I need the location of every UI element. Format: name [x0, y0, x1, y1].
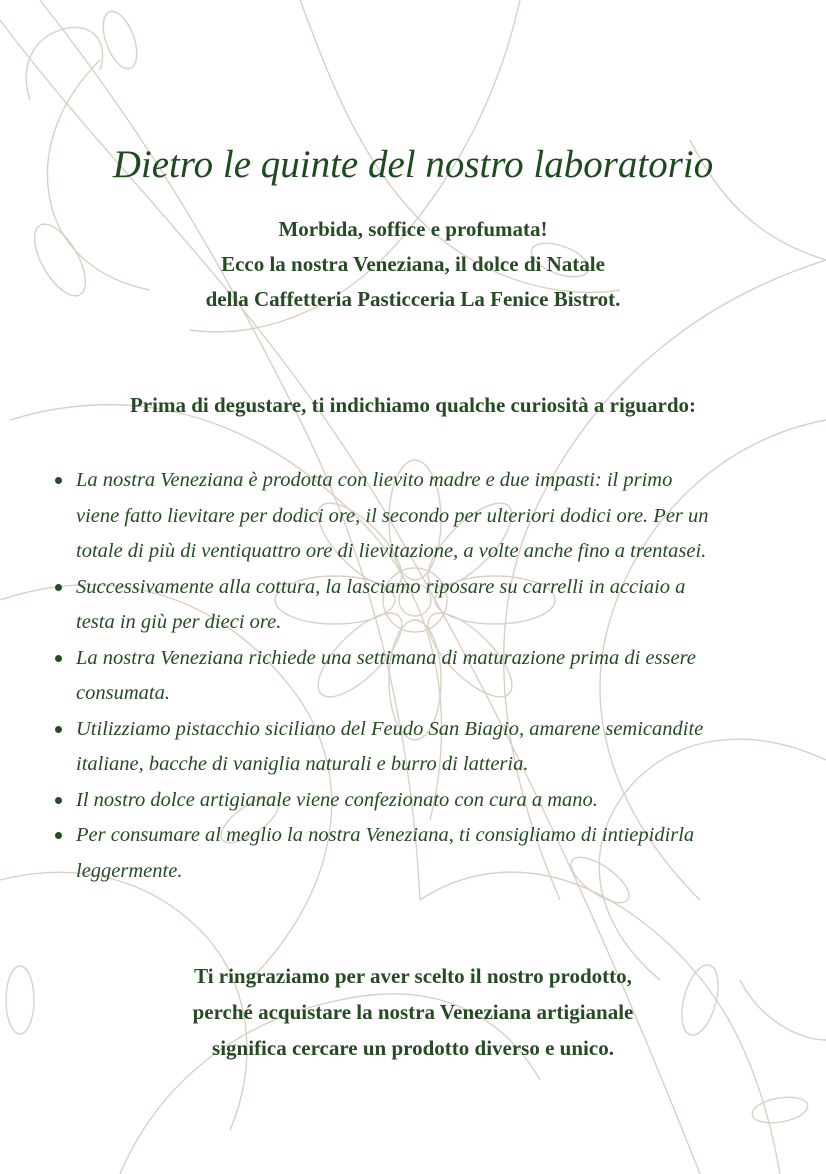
list-item	[52, 570, 802, 641]
list-item-line: Utilizziamo pistacchio siciliano del Feudo San Biagio, amarene semicandite	[76, 717, 704, 740]
list-item-line: Il nostro dolce artigianale viene confezionato con cura a mano.	[76, 788, 598, 811]
list-item-line: viene fatto lievitare per dodici ore, il secondo per ulteriori dodici ore. Per un	[76, 504, 709, 527]
list-item	[52, 641, 802, 712]
bullet-dot-icon	[55, 726, 62, 733]
list-item-line: Successivamente alla cottura, la lasciamo riposare su carrelli in acciaio a	[76, 575, 686, 598]
intro-block	[0, 212, 826, 317]
list-item-line: italiane, bacche di vaniglia naturali e burro di latteria.	[76, 753, 529, 775]
list-item	[52, 783, 802, 819]
closing-line: significa cercare un prodotto diverso e unico.	[212, 1036, 614, 1060]
list-item-line: totale di più di ventiquattro ore di lievitazione, a volte anche fino a trentasei.	[76, 540, 707, 562]
facts-list	[52, 463, 802, 889]
list-item-line: Per consumare al meglio la nostra Veneziana, ti consigliamo di intiepidirla	[76, 824, 695, 846]
bullet-dot-icon	[55, 477, 62, 484]
bullet-dot-icon	[55, 832, 62, 839]
bullet-dot-icon	[55, 655, 62, 662]
list-item	[52, 818, 802, 889]
bullet-dot-icon	[55, 797, 62, 804]
list-item-line: testa in giù per dieci ore.	[76, 611, 282, 633]
page-title: Dietro le quinte del nostro laboratorio	[112, 143, 714, 186]
intro-line: Morbida, soffice e profumata!	[278, 217, 548, 241]
list-item	[52, 712, 802, 783]
list-item-line: La nostra Veneziana è prodotta con lievito madre e due impasti: il primo	[76, 469, 673, 491]
list-item-line: La nostra Veneziana richiede una settimana di maturazione prima di essere	[76, 646, 696, 669]
bullet-dot-icon	[55, 584, 62, 591]
intro-line: della Caffetteria Pasticceria La Fenice Bistrot.	[205, 287, 621, 311]
list-item-line: consumata.	[76, 682, 170, 704]
list-item	[52, 463, 802, 570]
list-item-line: leggermente.	[76, 859, 183, 882]
lead-text: Prima di degustare, ti indichiamo qualche curiosità a riguardo:	[129, 393, 697, 417]
closing-line: perché acquistare la nostra Veneziana artigianale	[192, 1000, 634, 1024]
closing-line: Ti ringraziamo per aver scelto il nostro prodotto,	[194, 964, 632, 988]
intro-line: Ecco la nostra Veneziana, il dolce di Natale	[221, 252, 605, 276]
closing-block	[0, 958, 826, 1066]
